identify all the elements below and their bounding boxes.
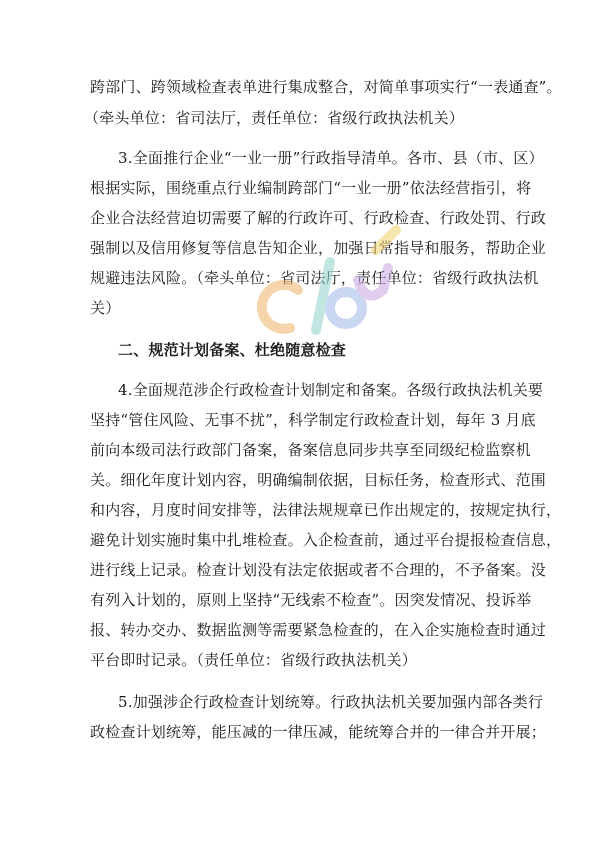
section-heading: 二、规范计划备案、杜绝随意检查 <box>118 341 347 359</box>
text-line: 平台即时记录。（责任单位：省级行政执法机关） <box>90 651 417 669</box>
text-line: 5.加强涉企行政检查计划统筹。行政执法机关要加强内部各类行 <box>118 693 544 711</box>
text-line: 避免计划实施时集中扎堆检查。入企检查前，通过平台提报检查信息， <box>90 531 562 549</box>
text-line: 有列入计划的，原则上坚持“无线索不检查”。因突发情况、投诉举 <box>90 591 532 609</box>
text-line: 政检查计划统筹，能压减的一律压减，能统筹合并的一律合并开展； <box>90 723 547 741</box>
text-line: 根据实际，围绕重点行业编制跨部门“一业一册”依法经营指引，将 <box>90 179 532 197</box>
text-line: 3.全面推行企业“一业一册”行政指导清单。各市、县（市、区） <box>118 149 544 167</box>
text-line: 强制以及信用修复等信息告知企业，加强日常指导和服务，帮助企业 <box>90 239 547 257</box>
text-line: 报、转办交办、数据监测等需要紧急检查的，在入企实施检查时通过 <box>90 621 547 639</box>
text-line: 坚持“管住风险、无事不扰”，科学制定行政检查计划，每年 3 月底 <box>90 411 536 429</box>
text-line: 企业合法经营迫切需要了解的行政许可、行政检查、行政处罚、行政 <box>90 209 547 227</box>
text-line: （牵头单位：省司法厅，责任单位：省级行政执法机关） <box>84 109 465 127</box>
text-line: 进行线上记录。检查计划没有法定依据或者不合理的，不予备案。没 <box>90 561 547 579</box>
text-line: 规避违法风险。（牵头单位：省司法厅，责任单位：省级行政执法机 <box>90 269 539 287</box>
text-line: 前向本级司法行政部门备案，备案信息同步共享至同级纪检监察机 <box>90 441 531 459</box>
text-line: 和内容，月度时间安排等，法律法规规章已作出规定的，按规定执行， <box>90 501 562 519</box>
text-line: 跨部门、跨领域检查表单进行集成整合，对简单事项实行“一表通查”。 <box>90 78 562 96</box>
text-line: 4.全面规范涉企行政检查计划制定和备案。各级行政执法机关要 <box>118 381 544 399</box>
text-line: 关） <box>90 299 121 317</box>
text-line: 关。细化年度计划内容，明确编制依据，目标任务，检查形式、范围 <box>90 471 547 489</box>
